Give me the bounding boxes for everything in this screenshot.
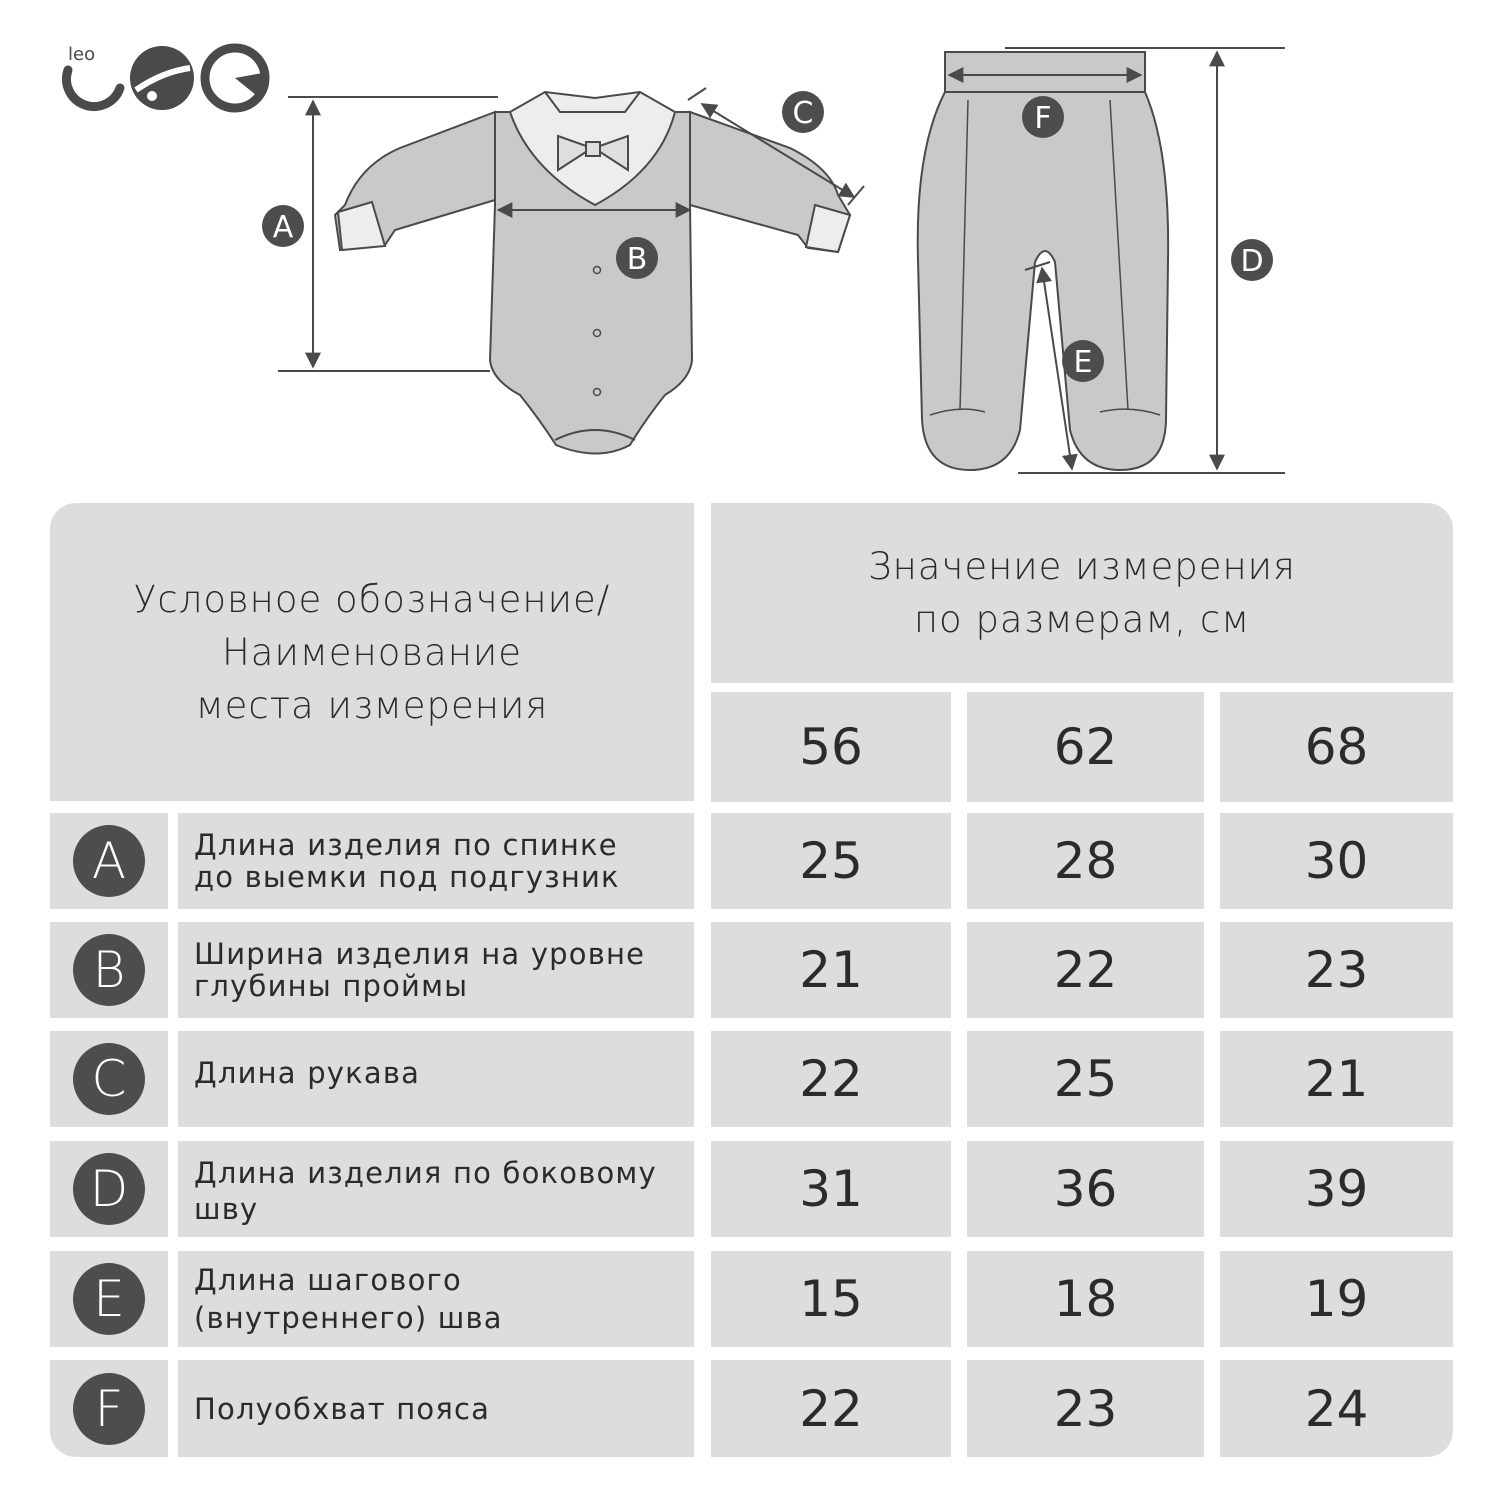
row-c-label bbox=[178, 1031, 694, 1127]
row-f-code-cell bbox=[50, 1360, 168, 1457]
marker-f bbox=[1022, 96, 1064, 138]
badge-a: A bbox=[73, 825, 145, 897]
label-line: Длина изделия по спинке bbox=[194, 828, 618, 862]
row-b-value-56: 21 bbox=[711, 922, 951, 1018]
row-f-value-68: 24 bbox=[1220, 1360, 1453, 1457]
row-d-value-68: 39 bbox=[1220, 1141, 1453, 1237]
label-line: (внутреннего) шва bbox=[194, 1301, 503, 1335]
label-line: Длина шагового bbox=[194, 1263, 462, 1297]
logo-text: leo bbox=[68, 44, 96, 65]
label-line: Ширина изделия на уровне bbox=[194, 937, 646, 971]
header-values-line: Значение измерения bbox=[868, 545, 1296, 588]
badge-d: D bbox=[73, 1153, 145, 1225]
header-values-line: по размерам, см bbox=[913, 598, 1251, 641]
marker-e bbox=[1062, 340, 1104, 382]
brand-logo bbox=[66, 44, 268, 110]
marker-d bbox=[1231, 239, 1273, 281]
label-line: глубины проймы bbox=[194, 969, 469, 1003]
row-a-value-68: 30 bbox=[1220, 813, 1453, 909]
row-e-label bbox=[178, 1251, 694, 1347]
badge-e: E bbox=[73, 1263, 145, 1335]
svg-text:C: C bbox=[792, 96, 814, 131]
logo-arc bbox=[66, 70, 120, 107]
svg-text:A: A bbox=[272, 210, 294, 245]
header-legend bbox=[50, 503, 694, 801]
label-line: Полуобхват пояса bbox=[194, 1391, 491, 1426]
row-f-value-56: 22 bbox=[711, 1360, 951, 1457]
garment-diagram bbox=[0, 0, 1501, 490]
label-line: Длина рукава bbox=[194, 1056, 421, 1090]
badge-c: C bbox=[73, 1043, 145, 1115]
row-d-value-62: 36 bbox=[967, 1141, 1204, 1237]
svg-text:D: D bbox=[1240, 244, 1264, 279]
row-b-label bbox=[178, 922, 694, 1018]
marker-b bbox=[616, 237, 658, 279]
row-d-value-56: 31 bbox=[711, 1141, 951, 1237]
size-header-68: 68 bbox=[1220, 692, 1453, 802]
header-legend-line: Наименование bbox=[221, 630, 523, 674]
size-header-56: 56 bbox=[711, 692, 951, 802]
row-e-value-56: 15 bbox=[711, 1251, 951, 1347]
row-c-code-cell bbox=[50, 1031, 168, 1127]
row-b-value-68: 23 bbox=[1220, 922, 1453, 1018]
row-e-value-68: 19 bbox=[1220, 1251, 1453, 1347]
marker-a bbox=[262, 205, 304, 247]
label-line: до выемки под подгузник bbox=[194, 860, 620, 894]
label-line: Длина изделия по боковому bbox=[194, 1156, 657, 1190]
row-d-code-cell bbox=[50, 1141, 168, 1237]
badge-f: F bbox=[73, 1373, 145, 1445]
size-header-62: 62 bbox=[967, 692, 1204, 802]
svg-text:E: E bbox=[1073, 345, 1093, 380]
row-f-value-62: 23 bbox=[967, 1360, 1204, 1457]
row-b-value-62: 22 bbox=[967, 922, 1204, 1018]
row-a-value-56: 25 bbox=[711, 813, 951, 909]
row-e-value-62: 18 bbox=[967, 1251, 1204, 1347]
header-legend-line: Условное обозначение/ bbox=[133, 577, 611, 621]
row-c-value-56: 22 bbox=[711, 1031, 951, 1127]
row-f-label bbox=[178, 1360, 694, 1457]
badge-b: B bbox=[73, 934, 145, 1006]
header-values bbox=[711, 503, 1453, 683]
header-legend-line: места измерения bbox=[195, 683, 549, 727]
row-e-code-cell bbox=[50, 1251, 168, 1347]
svg-text:F: F bbox=[1034, 101, 1052, 136]
row-a-code-cell bbox=[50, 813, 168, 909]
row-a-value-62: 28 bbox=[967, 813, 1204, 909]
row-d-label bbox=[178, 1141, 694, 1237]
row-a-label bbox=[178, 813, 694, 909]
row-b-code-cell bbox=[50, 922, 168, 1018]
row-c-value-68: 21 bbox=[1220, 1031, 1453, 1127]
marker-c bbox=[782, 91, 824, 133]
row-c-value-62: 25 bbox=[967, 1031, 1204, 1127]
label-line: шву bbox=[194, 1192, 259, 1226]
svg-text:B: B bbox=[626, 242, 648, 277]
